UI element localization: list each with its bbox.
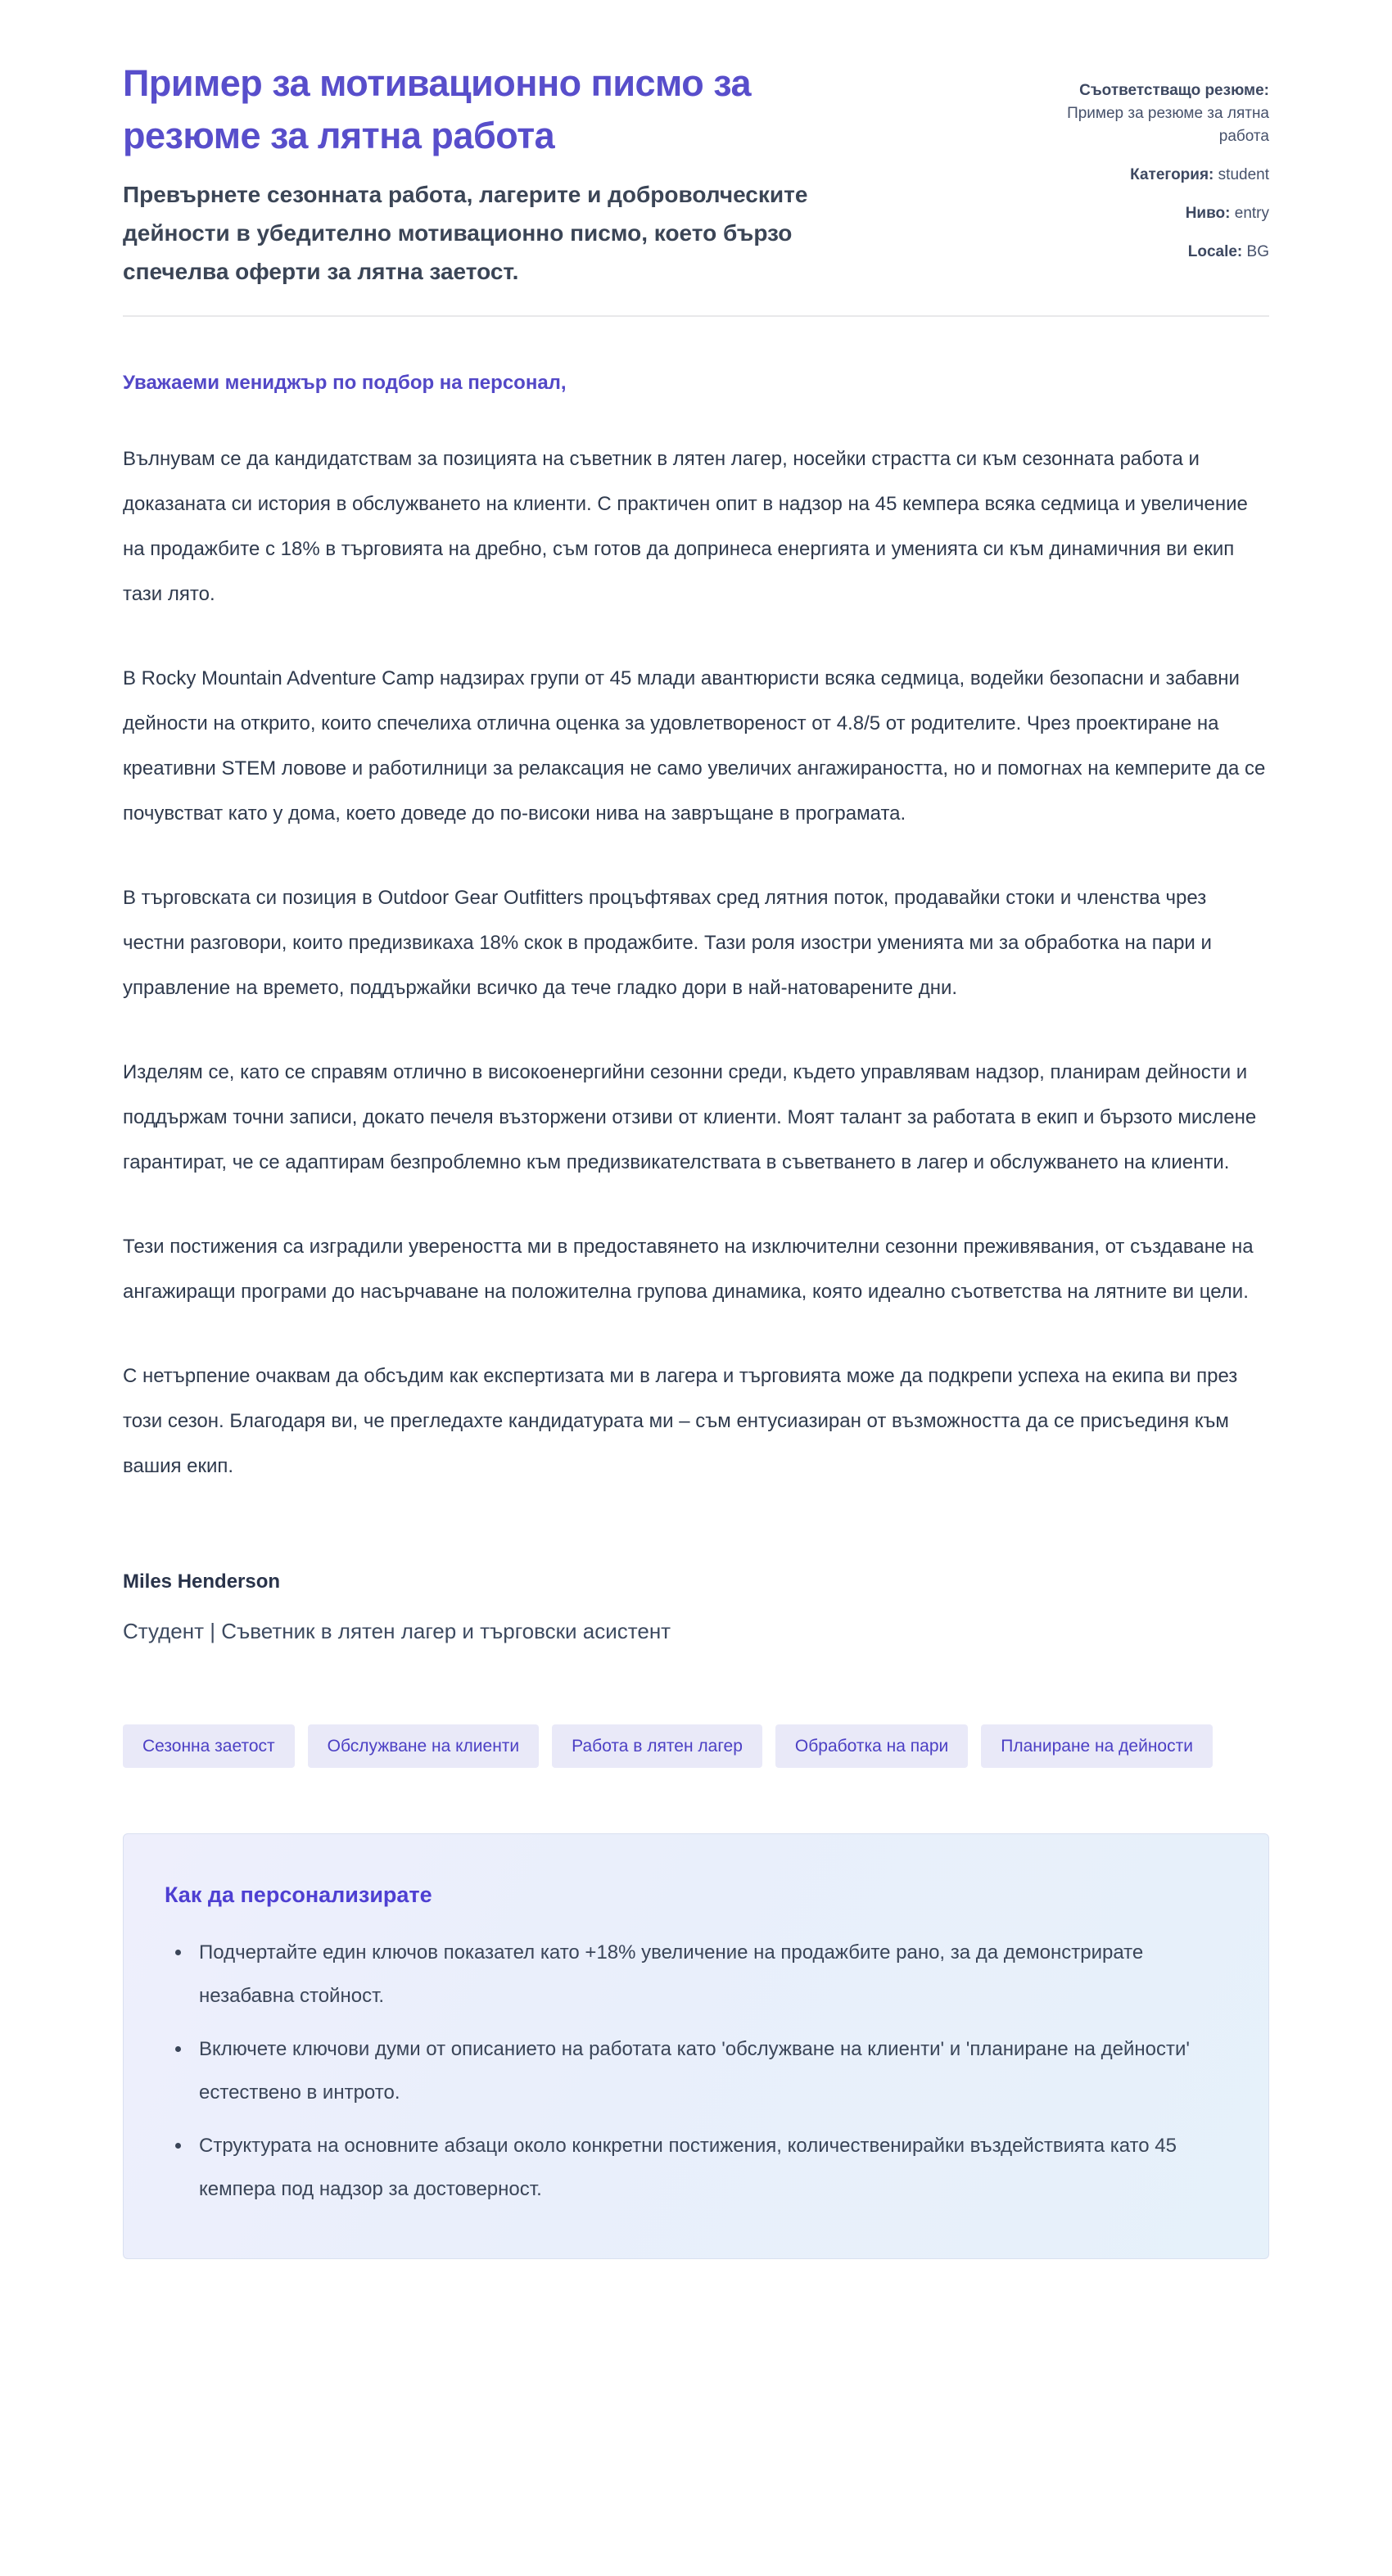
letter-greeting: Уважаеми мениджър по подбор на персонал,: [123, 372, 567, 394]
meta-row-resume: [1036, 79, 1269, 148]
meta-value: Пример за резюме за лятна работа: [1067, 105, 1269, 145]
letter-body: [123, 369, 1269, 1646]
meta-row-level: [1036, 202, 1269, 225]
letter-paragraph: С нетърпение очаквам да обсъдим как експертизата ми в лагера и търговията може да подкрепи успеха на екипа ви през този сезон. Благодаря ви, че прегледахте кандидатурата ми – съм ентусиазиран от възможността да се присъединя към вашия екип.: [123, 1365, 1238, 1477]
letter-paragraph: В търговската си позиция в Outdoor Gear Outfitters процъфтявах сред лятния поток, продавайки стоки и членства чрез честни разговори, които предизвикаха 18% скок в продажбите. Тази роля изостри уменията ми за обработка на пари и управление на времето, поддържайки всичко да тече гладко дори в най-натоварените дни.: [123, 887, 1212, 999]
document-header: [123, 57, 1269, 291]
meta-row-category: [1036, 164, 1269, 187]
signature-block: [123, 1569, 1269, 1646]
meta-row-locale: [1036, 241, 1269, 264]
page-subtitle: Превърнете сезонната работа, лагерите и доброволческите дейности в убедително мотивационно писмо, което бързо спечелва оферти за лятна заетост.: [123, 182, 808, 284]
tips-item: • Подчертайте един ключов показател като +18% увеличение на продажбите рано, за да демонстрирате незабавна стойност.: [192, 1931, 1227, 2018]
tips-title: Как да персонализирате: [165, 1882, 432, 1907]
letter-paragraph: Вълнувам се да кандидатствам за позицията на съветник в лятен лагер, носейки страстта си към сезонната работа и доказаната си история в обслужването на клиенти. С практичен опит в надзор на 45 кемпера всяка седмица и увеличение на продажбите с 18% в търговията на дребно, съм готов да допринеса енергията и уменията си към динамичния ви екип тази лято.: [123, 448, 1248, 605]
tips-box: [123, 1833, 1269, 2259]
letter-paragraph: В Rocky Mountain Adventure Camp надзирах групи от 45 млади авантюристи всяка седмица, водейки безопасни и забавни дейности на открито, които спечелиха отлична оценка за удовлетвореност от 4.8/5 от родителите. Чрез проектиране на креативни STEM ловове и работилници за релаксация не само увеличих ангажираността, но и помогнах на кемперите да се почувстват като у дома, което доведе до по-високи нива на завръщане в програмата.: [123, 667, 1266, 825]
tips-item: • Включете ключови думи от описанието на работата като 'обслужване на клиенти' и 'планиране на дейности' естествено в интрото.: [192, 2027, 1227, 2114]
tag-chip: Работа в лятен лагер: [552, 1724, 762, 1768]
letter-paragraph: Изделям се, като се справям отлично в високоенергийни сезонни среди, където управлявам надзор, планирам дейности и поддържам точни записи, докато печеля възторжени отзиви от клиенти. Моят талант за работата в екип и бързото мислене гарантират, че се адаптирам безпроблемно към предизвикателствата в съветването в лагер и обслужването на клиенти.: [123, 1061, 1257, 1173]
meta-label: Locale:: [1187, 243, 1243, 260]
tag-chip: Обслужване на клиенти: [308, 1724, 540, 1768]
page-title: Пример за мотивационно писмо за резюме за лятна работа: [123, 62, 751, 156]
tips-item: • Структурата на основните абзаци около конкретни постижения, количественирайки въздействията като 45 кемпера под надзор за достоверност.: [192, 2124, 1227, 2211]
tag-chip: Планиране на дейности: [981, 1724, 1213, 1768]
meta-value: student: [1218, 166, 1269, 183]
signature-role: Студент | Съветник в лятен лагер и търговски асистент: [123, 1619, 671, 1643]
meta-label: Съответстващо резюме:: [1079, 82, 1269, 99]
header-divider: [123, 315, 1269, 317]
tips-list: [165, 1931, 1227, 2211]
tag-chip: Обработка на пари: [775, 1724, 968, 1768]
meta-value: entry: [1234, 205, 1269, 222]
tag-list: [123, 1724, 1269, 1768]
meta-value: BG: [1246, 243, 1269, 260]
meta-label: Ниво:: [1185, 205, 1231, 222]
letter-paragraph: Тези постижения са изградили увереността ми в предоставянето на изключителни сезонни преживявания, от създаване на ангажиращи програми до насърчаване на положителна групова динамика, която идеално съответства на лятните ви цели.: [123, 1236, 1254, 1303]
page-container: [123, 0, 1269, 2259]
meta-panel: [1036, 57, 1269, 266]
meta-label: Категория:: [1130, 166, 1214, 183]
header-title-block: [123, 57, 823, 291]
signature-name: Miles Henderson: [123, 1570, 281, 1593]
tag-chip: Сезонна заетост: [123, 1724, 295, 1768]
